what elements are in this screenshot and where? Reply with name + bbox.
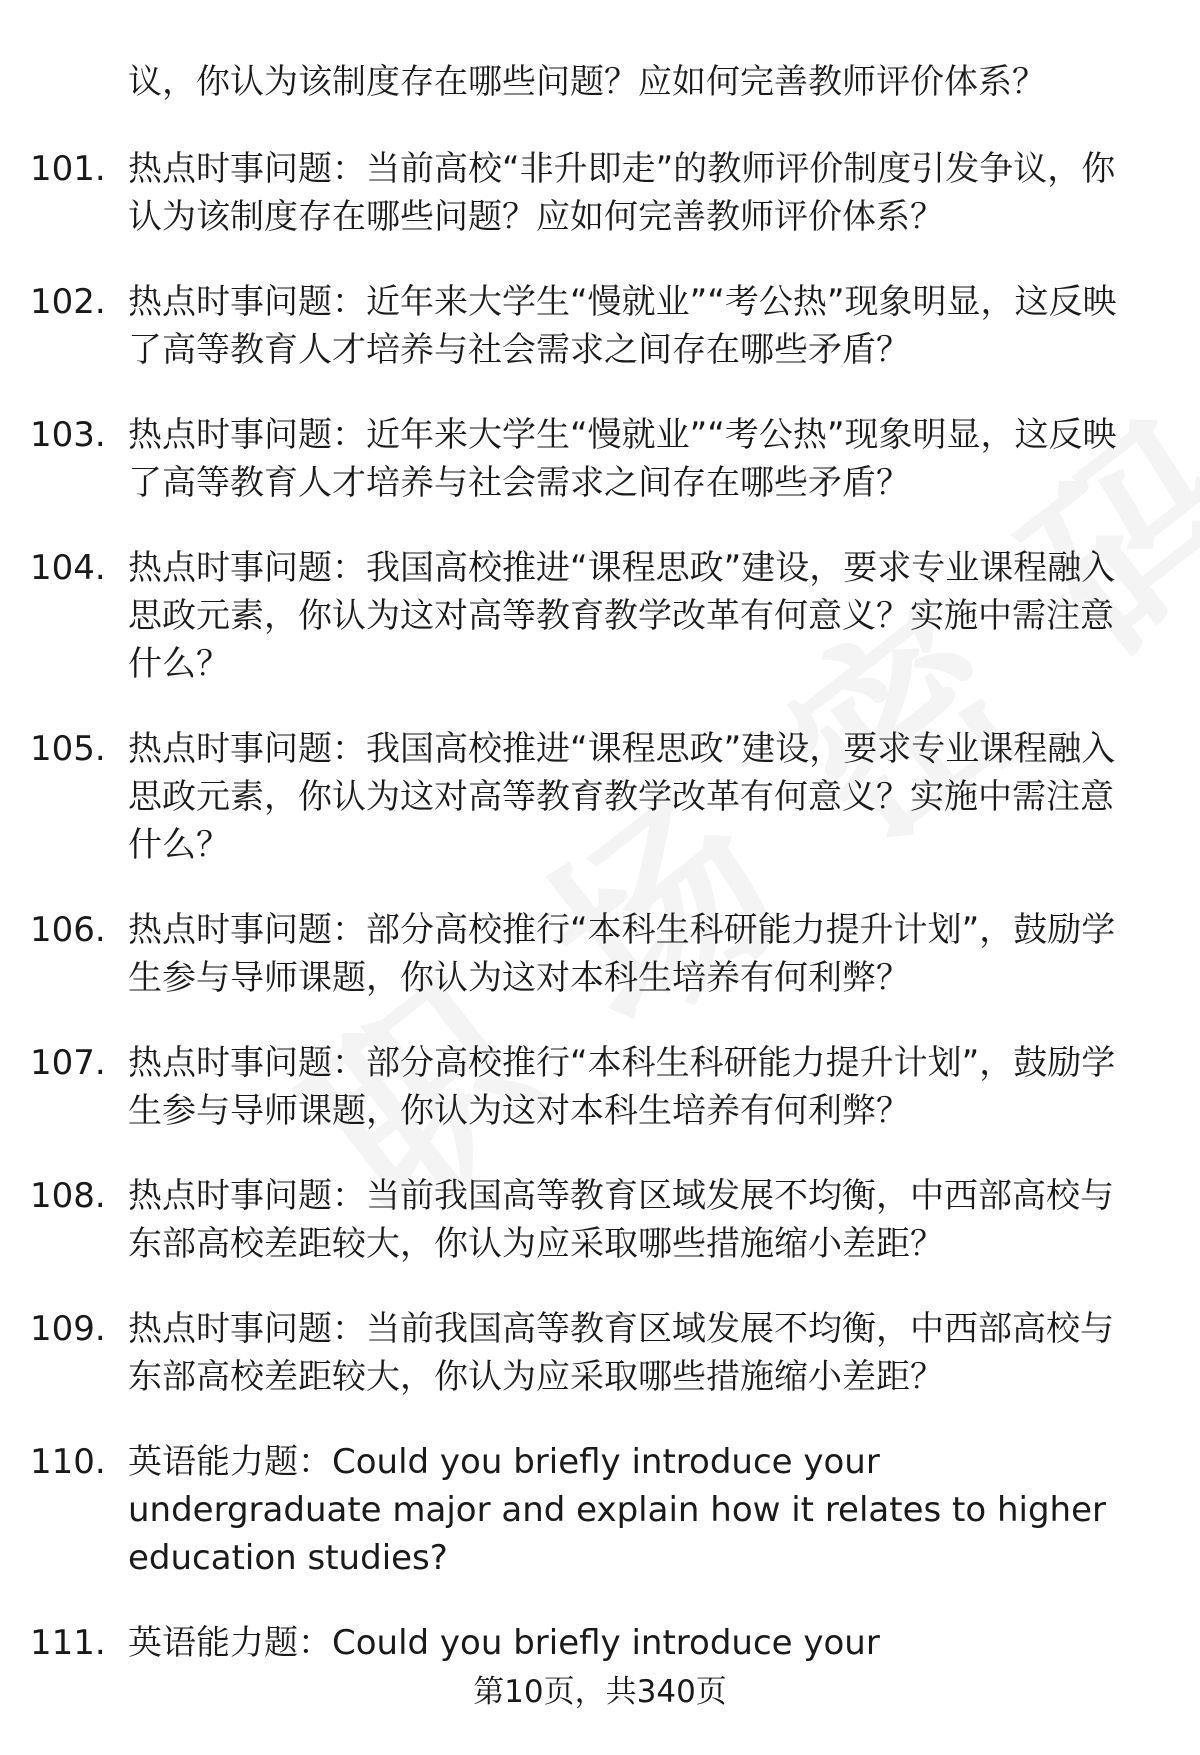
question-number: 109. <box>30 1309 106 1349</box>
question-item-102 <box>0 278 1138 374</box>
question-text: 热点时事问题：近年来大学生“慢就业”“考公热”现象明显，这反映了高等教育人才培养与社会需求之间存在哪些矛盾？ <box>128 282 1117 370</box>
question-number: 102. <box>30 282 106 322</box>
question-number: 106. <box>30 910 106 950</box>
question-number: 111. <box>30 1623 106 1663</box>
question-number: 103. <box>30 415 106 455</box>
question-text: 热点时事问题：当前我国高等教育区域发展不均衡，中西部高校与东部高校差距较大，你认为应采取哪些措施缩小差距？ <box>128 1309 1114 1397</box>
question-item-110 <box>0 1438 1138 1582</box>
question-text: 英语能力题：Could you briefly introduce your undergraduate major and explain how it relates to higher education studies? <box>128 1442 1106 1578</box>
question-text: 热点时事问题：当前我国高等教育区域发展不均衡，中西部高校与东部高校差距较大，你认为应采取哪些措施缩小差距？ <box>128 1176 1114 1264</box>
question-item-106 <box>0 906 1138 1002</box>
question-item-105 <box>0 725 1138 869</box>
question-item-108 <box>0 1172 1138 1268</box>
question-text: 热点时事问题：我国高校推进“课程思政”建设，要求专业课程融入思政元素，你认为这对高等教育教学改革有何意义？实施中需注意什么？ <box>128 548 1116 684</box>
question-item-103 <box>0 411 1138 507</box>
question-number: 108. <box>30 1176 106 1216</box>
question-number: 110. <box>30 1442 106 1482</box>
question-number: 105. <box>30 729 106 769</box>
question-number: 107. <box>30 1043 106 1083</box>
question-list <box>0 145 1200 1704</box>
question-text: 热点时事问题：当前高校“非升即走”的教师评价制度引发争议，你认为该制度存在哪些问题？应如何完善教师评价体系？ <box>128 149 1116 237</box>
question-item-109 <box>0 1305 1138 1401</box>
page-footer: 第10页，共340页 <box>473 1674 727 1710</box>
question-text: 热点时事问题：部分高校推行“本科生科研能力提升计划”，鼓励学生参与导师课题，你认为这对本科生培养有何利弊？ <box>128 910 1116 998</box>
question-item-104 <box>0 544 1138 688</box>
continued-question-text: 议，你认为该制度存在哪些问题？应如何完善教师评价体系？ <box>128 62 1046 102</box>
question-number: 104. <box>30 548 106 588</box>
question-item-111 <box>0 1619 1138 1667</box>
question-text: 热点时事问题：部分高校推行“本科生科研能力提升计划”，鼓励学生参与导师课题，你认为这对本科生培养有何利弊？ <box>128 1043 1116 1131</box>
question-text: 热点时事问题：近年来大学生“慢就业”“考公热”现象明显，这反映了高等教育人才培养与社会需求之间存在哪些矛盾？ <box>128 415 1117 503</box>
question-number: 101. <box>30 149 106 189</box>
question-item-107 <box>0 1039 1138 1135</box>
question-text: 英语能力题：Could you briefly introduce your <box>128 1623 880 1663</box>
question-text: 热点时事问题：我国高校推进“课程思政”建设，要求专业课程融入思政元素，你认为这对高等教育教学改革有何意义？实施中需注意什么？ <box>128 729 1116 865</box>
question-item-101 <box>0 145 1138 241</box>
